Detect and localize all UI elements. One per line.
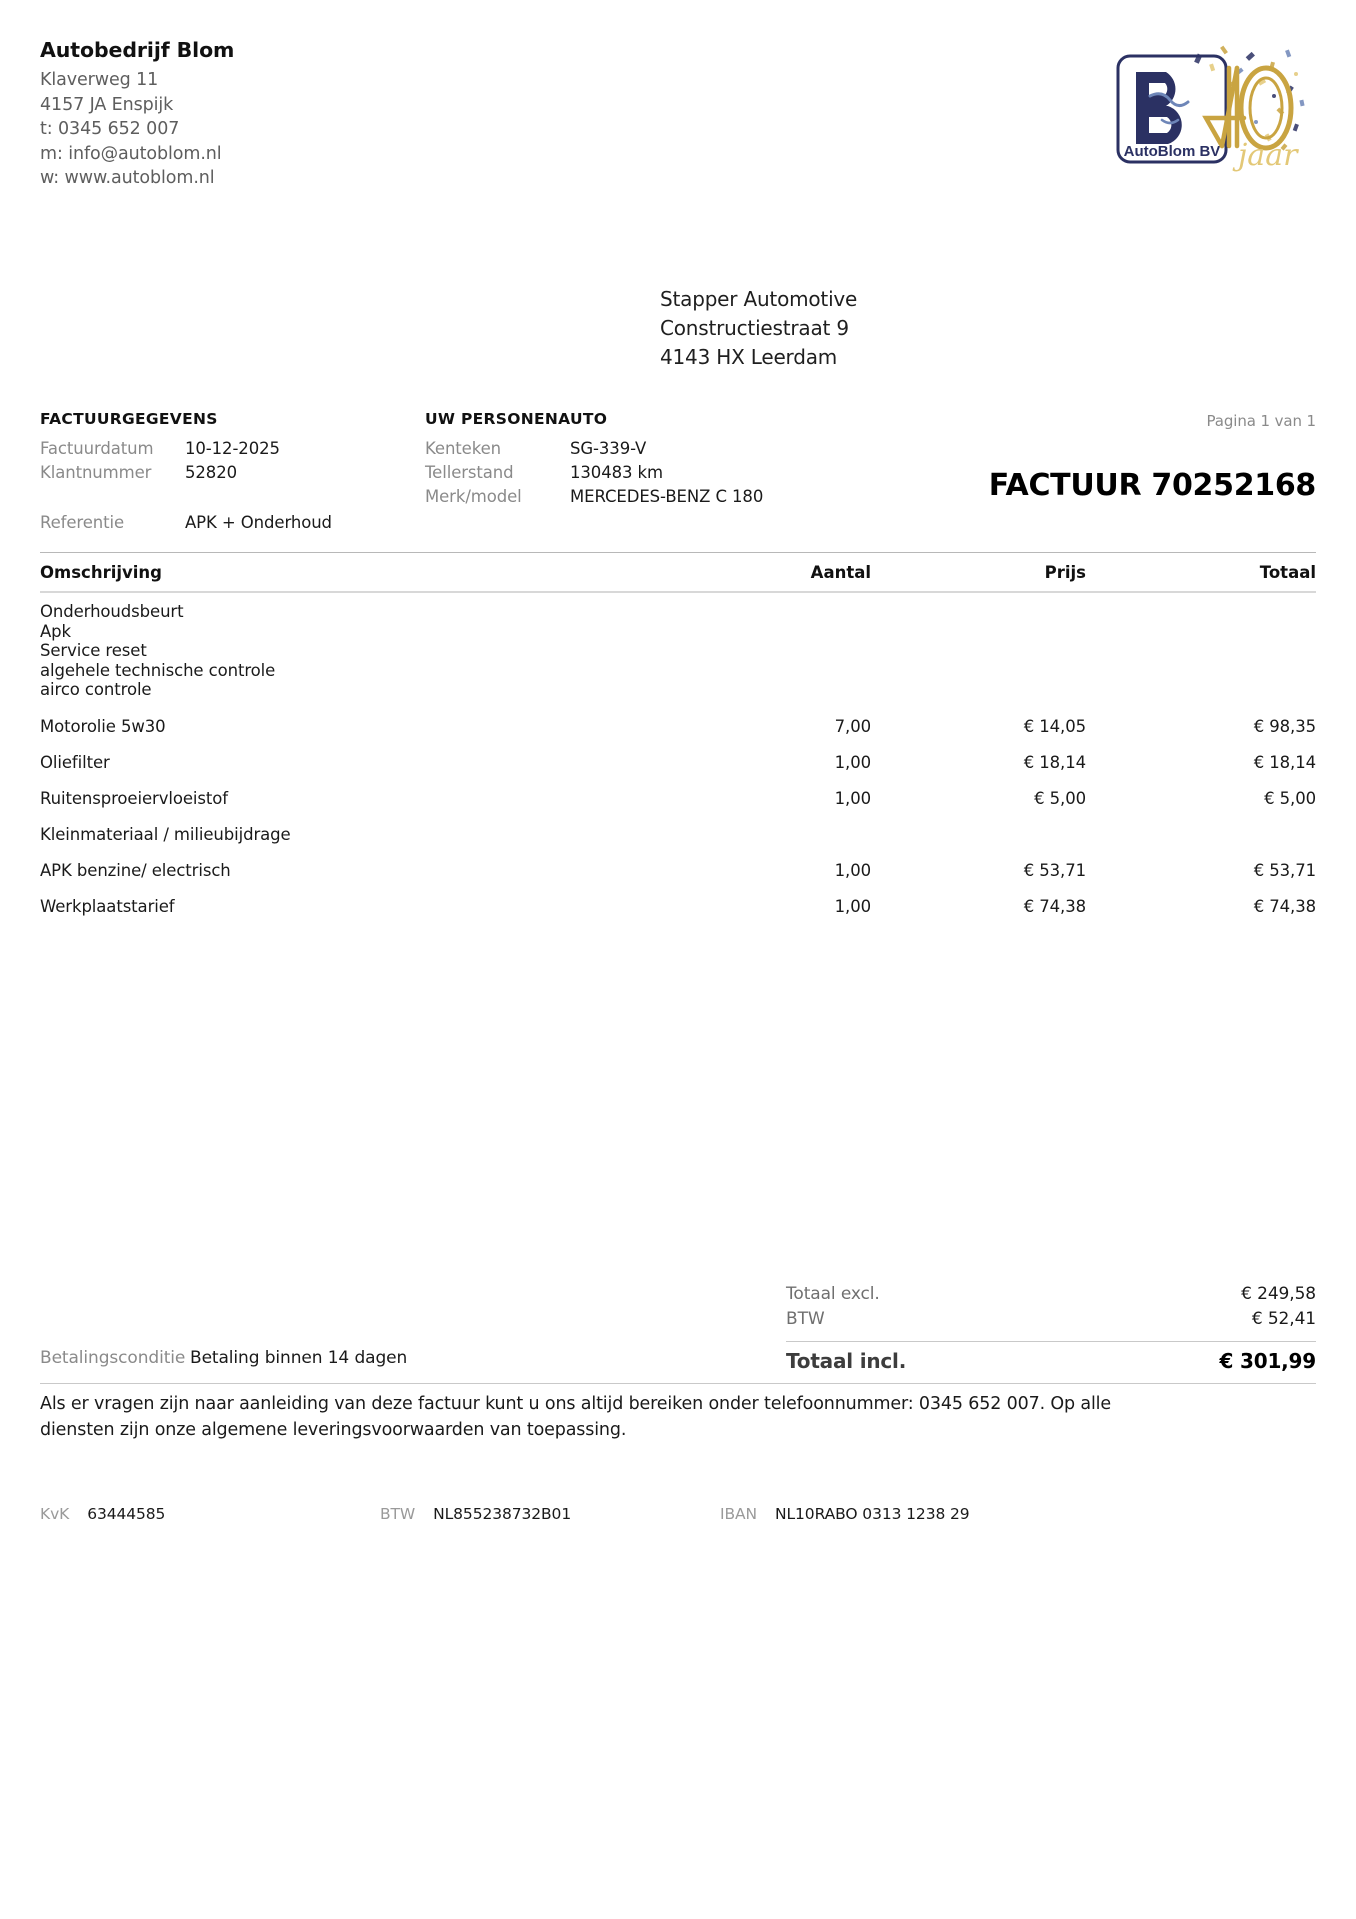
total-excl-row — [786, 1282, 1316, 1307]
kvk-label: KvK — [40, 1505, 70, 1523]
row-price: € 74,38 — [1023, 896, 1086, 916]
service-line: Apk — [40, 621, 72, 641]
row-quantity: 1,00 — [834, 860, 871, 880]
row-description: Werkplaatstarief — [40, 896, 175, 916]
row-quantity: 1,00 — [834, 896, 871, 916]
row-description: Oliefilter — [40, 752, 110, 772]
total-excl-label: Totaal excl. — [786, 1284, 880, 1304]
sender-website: w: www.autoblom.nl — [40, 168, 215, 188]
svg-text:AutoBlom BV: AutoBlom BV — [1123, 143, 1221, 160]
sender-address-block — [40, 38, 234, 191]
payment-condition-value: Betaling binnen 14 dagen — [190, 1348, 408, 1368]
table-row — [40, 717, 1316, 736]
table-row — [40, 825, 1316, 844]
kvk-value: 63444585 — [87, 1505, 166, 1523]
vat-value: € 52,41 — [1251, 1309, 1316, 1329]
iban-label: IBAN — [720, 1505, 758, 1523]
table-row — [40, 789, 1316, 808]
row-quantity: 7,00 — [834, 716, 871, 736]
customer-number-label: Klantnummer — [40, 463, 152, 482]
header-price: Prijs — [1044, 563, 1086, 582]
row-total: € 53,71 — [1253, 860, 1316, 880]
recipient-street: Constructiestraat 9 — [660, 316, 849, 340]
invoice-note: Als er vragen zijn naar aanleiding van deze factuur kunt u ons altijd bereiken onder telefoonnummer: 0345 652 007. Op alle diensten zijn onze algemene leveringsvoorwaarden van toepassing. — [40, 1394, 1112, 1440]
sender-street: Klaverweg 11 — [40, 70, 159, 90]
payment-condition-label: Betalingsconditie — [40, 1348, 186, 1368]
totals-divider — [786, 1341, 1316, 1342]
svg-text:jaar: jaar — [1238, 138, 1298, 173]
service-line: Onderhoudsbeurt — [40, 602, 184, 621]
row-description: Motorolie 5w30 — [40, 716, 166, 736]
invoice-details-column — [40, 410, 420, 535]
iban-value: NL10RABO 0313 1238 29 — [775, 1505, 970, 1523]
btw-group — [380, 1505, 720, 1523]
recipient-address-block — [660, 285, 857, 372]
row-total — [1086, 825, 1316, 844]
row-description: Ruitensproeiervloeistof — [40, 788, 228, 808]
customer-number-row — [40, 461, 420, 485]
row-description: APK benzine/ electrisch — [40, 860, 231, 880]
totals-block — [786, 1282, 1316, 1373]
vehicle-details-heading: UW PERSONENAUTO — [425, 410, 608, 428]
service-line: Service reset — [40, 641, 147, 661]
total-incl-value: € 301,99 — [1219, 1349, 1316, 1373]
odometer-label: Tellerstand — [425, 463, 514, 482]
vat-label: BTW — [786, 1309, 825, 1329]
row-total: € 98,35 — [1253, 716, 1316, 736]
row-total: € 5,00 — [1264, 788, 1316, 808]
row-price: € 14,05 — [1023, 716, 1086, 736]
row-price: € 53,71 — [1023, 860, 1086, 880]
table-header-row — [40, 563, 1316, 593]
invoice-date-label: Factuurdatum — [40, 439, 154, 458]
total-excl-value: € 249,58 — [1241, 1284, 1316, 1304]
invoice-date-row — [40, 437, 420, 461]
header-total: Totaal — [1259, 563, 1316, 582]
row-quantity: 1,00 — [834, 788, 871, 808]
page-indicator: Pagina 1 van 1 — [1206, 412, 1316, 430]
btw-value: NL855238732B01 — [433, 1505, 572, 1523]
sender-phone: t: 0345 652 007 — [40, 119, 180, 139]
service-line: algehele technische controle — [40, 660, 276, 680]
vat-row — [786, 1307, 1316, 1332]
btw-label: BTW — [380, 1505, 416, 1523]
total-incl-row — [786, 1349, 1316, 1373]
document-footer — [40, 1505, 1316, 1523]
row-description: Kleinmateriaal / milieubijdrage — [40, 824, 291, 844]
row-price: € 18,14 — [1023, 752, 1086, 772]
license-plate-label: Kenteken — [425, 439, 502, 458]
iban-group — [720, 1505, 1060, 1523]
payment-condition — [40, 1348, 407, 1368]
vehicle-details-column — [425, 410, 845, 509]
customer-number-value: 52820 — [185, 463, 237, 482]
row-total: € 74,38 — [1253, 896, 1316, 916]
make-model-row — [425, 485, 845, 509]
reference-value: APK + Onderhoud — [185, 513, 332, 532]
autoblom-anniversary-logo-icon — [1110, 34, 1310, 174]
invoice-details-heading: FACTUURGEGEVENS — [40, 410, 218, 428]
invoice-date-value: 10-12-2025 — [185, 439, 280, 458]
make-model-value: MERCEDES-BENZ C 180 — [570, 487, 764, 506]
total-incl-label: Totaal incl. — [786, 1349, 907, 1373]
line-items-table — [40, 552, 1316, 916]
header-description: Omschrijving — [40, 563, 162, 582]
note-divider — [40, 1383, 1316, 1384]
row-price: € 5,00 — [1034, 788, 1086, 808]
row-total: € 18,14 — [1253, 752, 1316, 772]
row-price — [871, 825, 1086, 844]
make-model-label: Merk/model — [425, 487, 522, 506]
sender-city: 4157 JA Enspijk — [40, 94, 174, 115]
row-quantity — [681, 825, 871, 844]
recipient-name: Stapper Automotive — [660, 287, 858, 311]
license-plate-value: SG-339-V — [570, 439, 647, 458]
invoice-title: FACTUUR 70252168 — [988, 468, 1316, 503]
sender-company-name: Autobedrijf Blom — [40, 38, 235, 62]
document-header — [40, 0, 1316, 191]
odometer-row — [425, 461, 845, 485]
service-line: airco controle — [40, 680, 152, 700]
company-logo — [1110, 34, 1310, 174]
reference-label: Referentie — [40, 513, 125, 532]
odometer-value: 130483 km — [570, 463, 663, 482]
table-top-divider — [40, 552, 1316, 553]
table-row — [40, 897, 1316, 916]
reference-row — [40, 511, 420, 535]
table-row — [40, 753, 1316, 772]
header-quantity: Aantal — [810, 563, 871, 582]
recipient-city: 4143 HX Leerdam — [660, 345, 838, 369]
license-plate-row — [425, 437, 845, 461]
kvk-group — [40, 1505, 380, 1523]
sender-email: m: info@autoblom.nl — [40, 143, 222, 164]
row-quantity: 1,00 — [834, 752, 871, 772]
service-description-block — [40, 593, 1316, 700]
table-row — [40, 861, 1316, 880]
